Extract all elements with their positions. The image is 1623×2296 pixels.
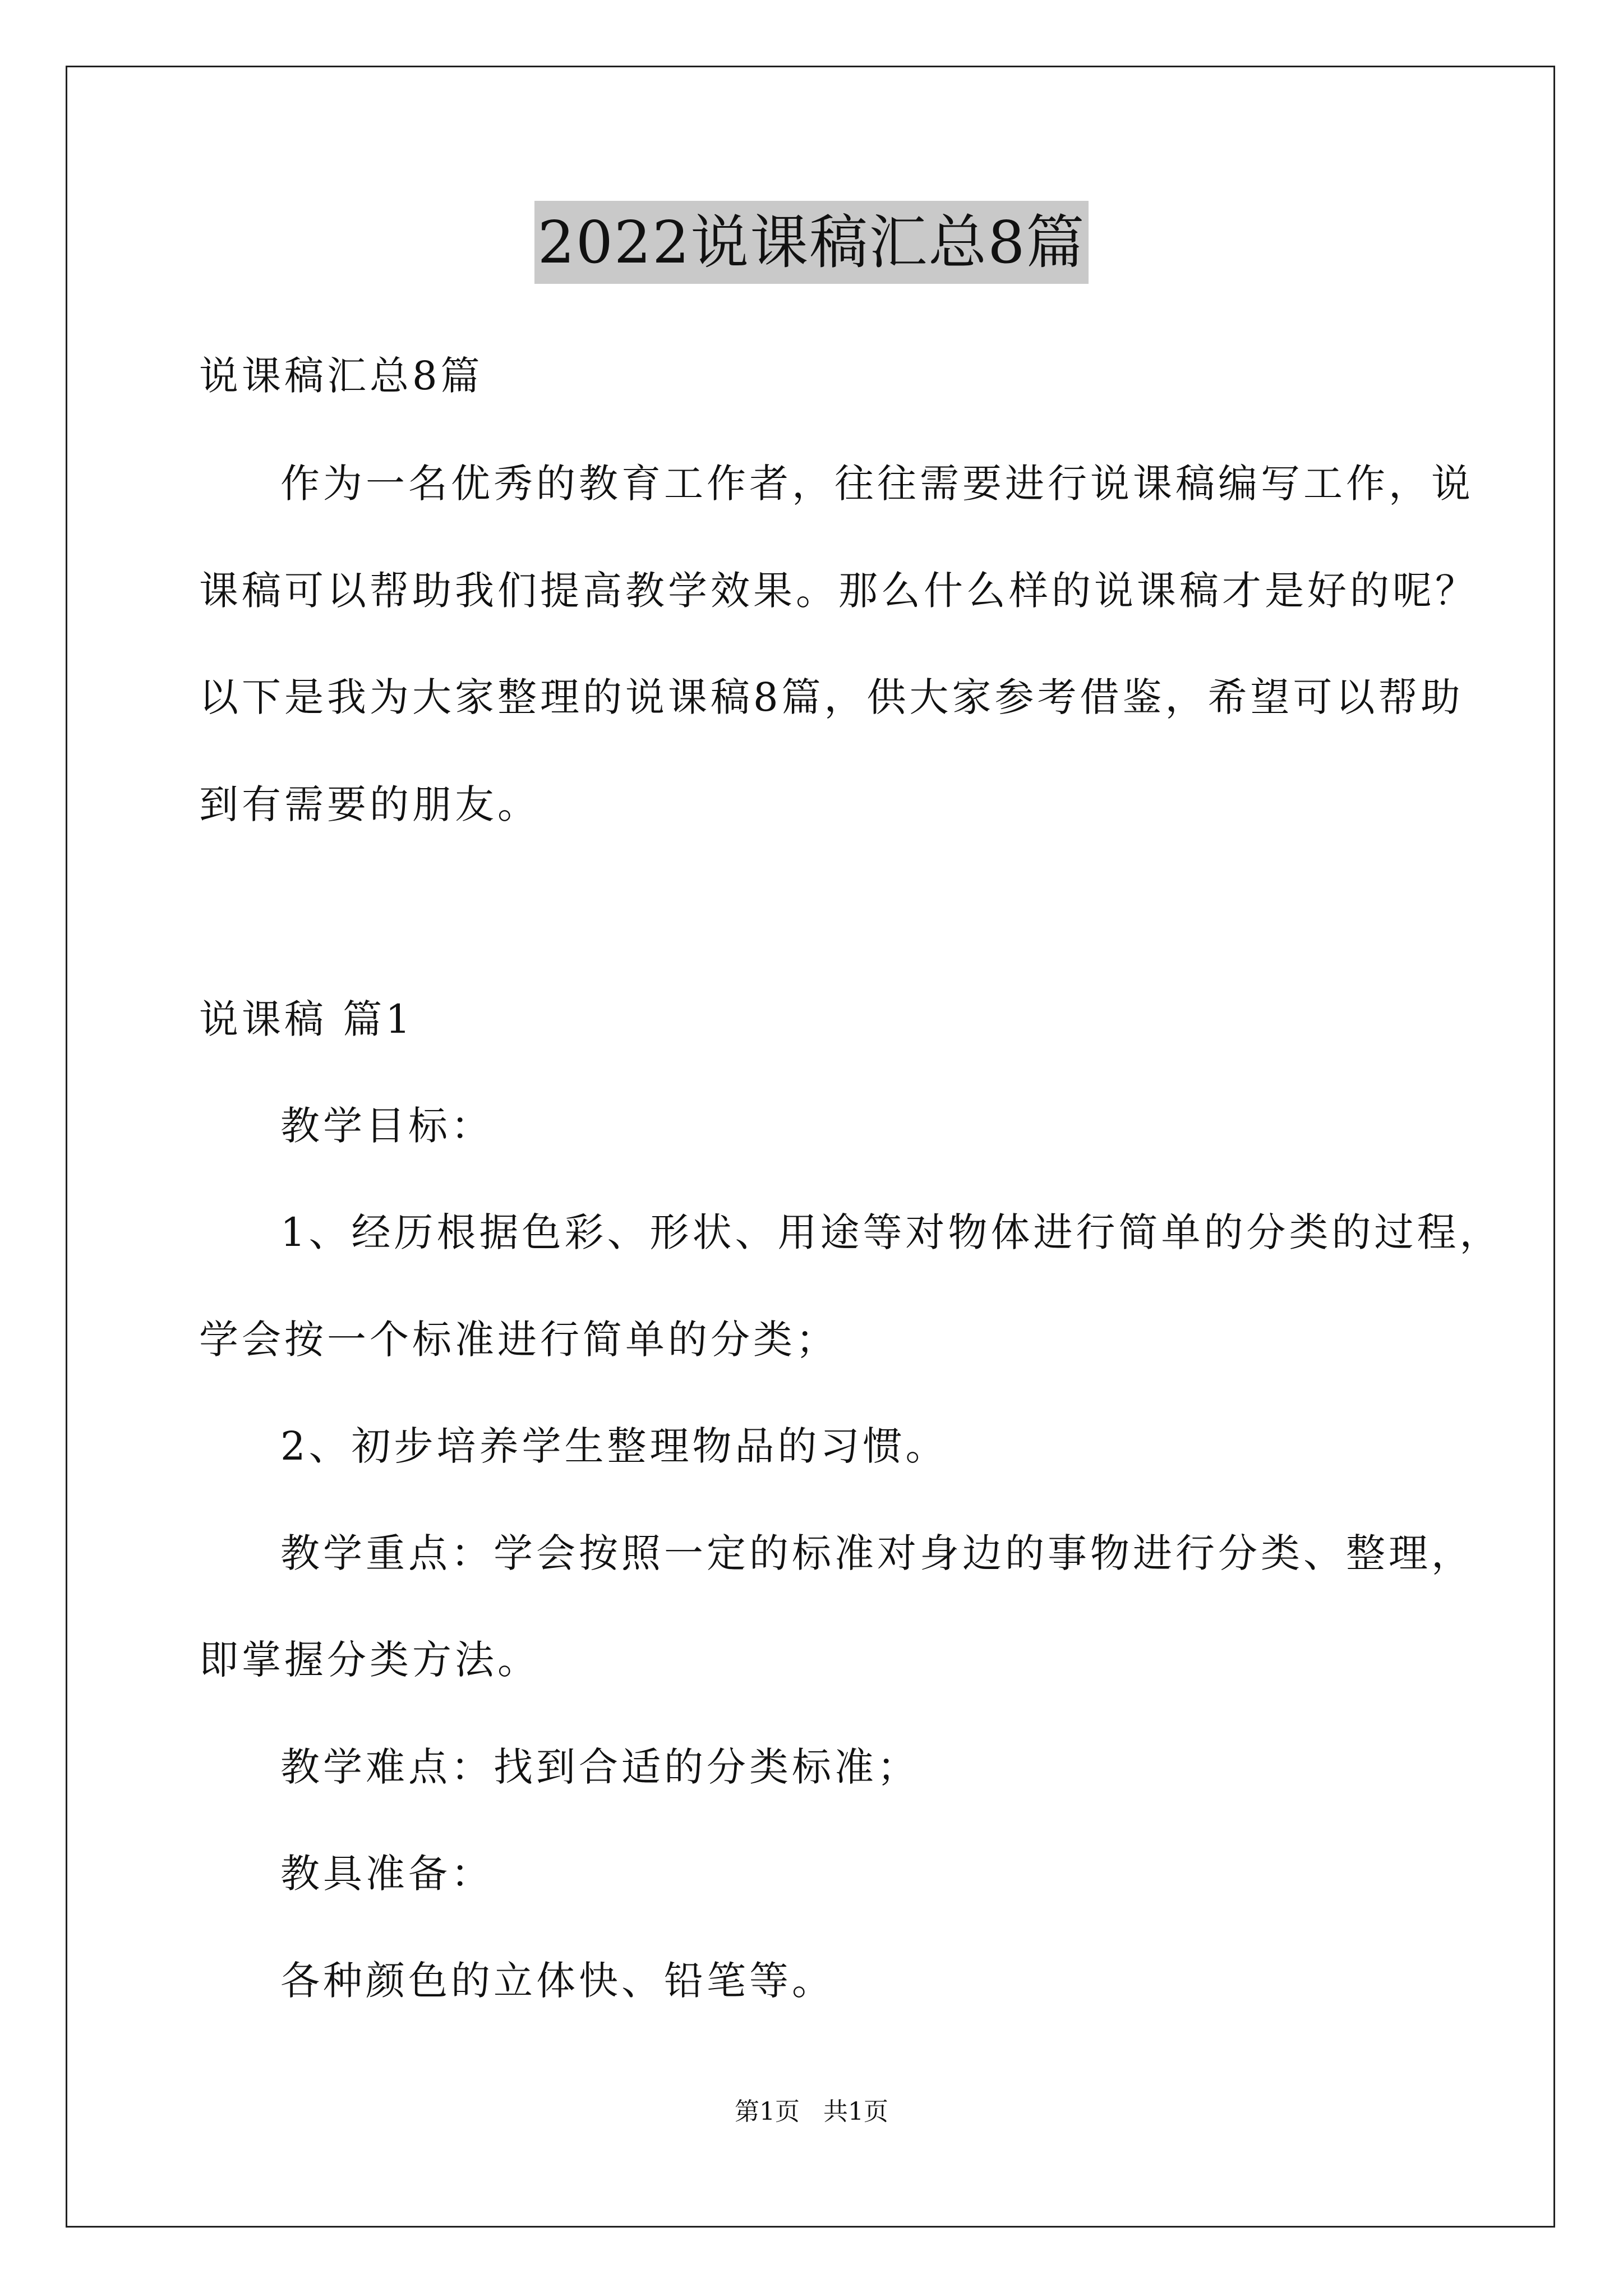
page-footer: 第1页 共1页	[735, 2097, 888, 2126]
document-title: 2022说课稿汇总8篇	[534, 201, 1089, 284]
title-container	[0, 201, 1623, 284]
subtitle: 说课稿汇总8篇	[199, 353, 483, 399]
body-line-7: 教学难点：找到合适的分类标准；	[280, 1744, 920, 1790]
body-line-8: 教具准备：	[280, 1851, 494, 1897]
body-line-1: 教学目标：	[280, 1103, 494, 1149]
body-line-9: 各种颜色的立体快、铅笔等。	[280, 1958, 834, 2004]
section-heading: 说课稿 篇1	[199, 996, 414, 1042]
body-line-6: 即掌握分类方法。	[199, 1637, 540, 1683]
intro-line-2: 课稿可以帮助我们提高教学效果。那么什么样的说课稿才是好的呢？	[199, 568, 1478, 614]
body-line-2: 1、经历根据色彩、形状、用途等对物体进行简单的分类的过程，	[280, 1209, 1502, 1255]
intro-line-4: 到有需要的朋友。	[199, 781, 540, 827]
intro-line-3: 以下是我为大家整理的说课稿8篇，供大家参考借鉴，希望可以帮助	[199, 674, 1464, 720]
intro-line-1: 作为一名优秀的教育工作者，往往需要进行说课稿编写工作，说	[280, 461, 1474, 507]
body-line-4: 2、初步培养学生整理物品的习惯。	[280, 1423, 948, 1469]
body-line-5: 教学重点：学会按照一定的标准对身边的事物进行分类、整理，	[280, 1530, 1474, 1576]
body-line-3: 学会按一个标准进行简单的分类；	[199, 1317, 838, 1363]
